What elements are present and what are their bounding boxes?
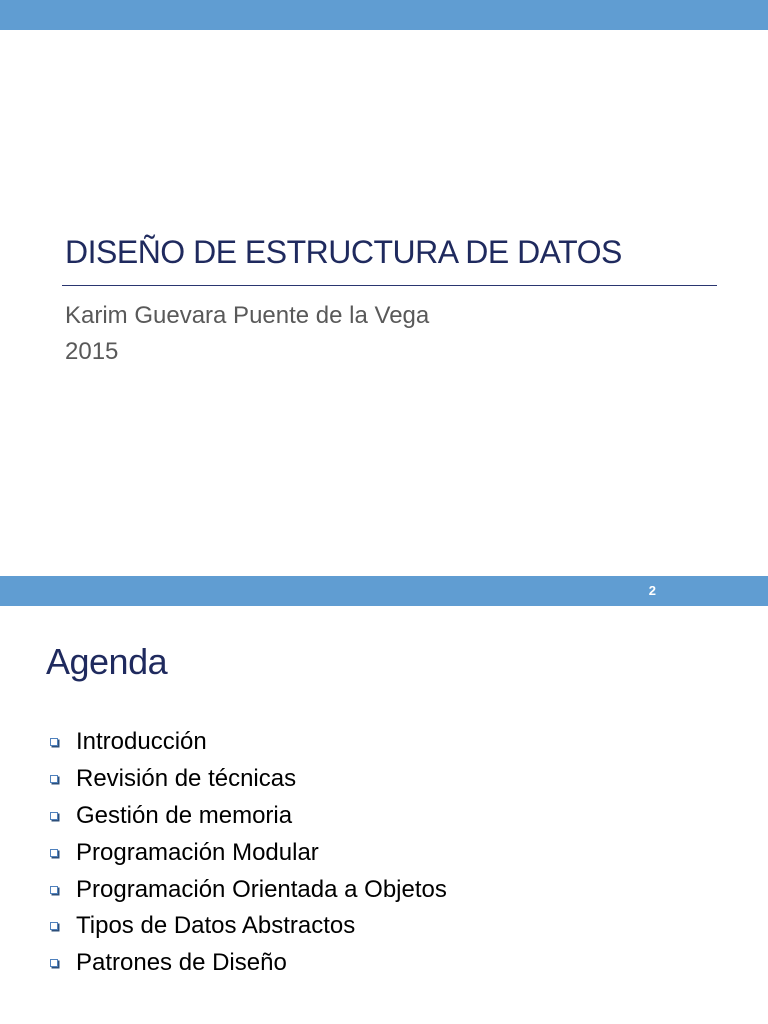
author-name: Karim Guevara Puente de la Vega (65, 302, 430, 329)
list-item (48, 724, 447, 761)
hollow-square-bullet-icon (50, 812, 58, 820)
hollow-square-bullet-icon (50, 922, 58, 930)
hollow-square-bullet-icon (50, 738, 58, 746)
list-item (48, 834, 447, 871)
hollow-square-bullet-icon (50, 775, 58, 783)
list-item (48, 945, 447, 982)
hollow-square-bullet-icon (50, 959, 58, 967)
agenda-item-label: Gestión de memoria (76, 801, 293, 829)
slide-number: 2 (648, 583, 656, 598)
list-item (48, 761, 447, 798)
list-item (48, 908, 447, 945)
list-item (48, 871, 447, 908)
subtitle-block (65, 298, 429, 370)
agenda-item-label: Patrones de Diseño (76, 949, 287, 977)
title-divider (62, 285, 717, 286)
agenda-item-label: Programación Orientada a Objetos (76, 875, 447, 903)
agenda-title: Agenda (46, 641, 168, 682)
agenda-item-label: Introducción (76, 728, 207, 756)
hollow-square-bullet-icon (50, 886, 58, 894)
agenda-item-label: Tipos de Datos Abstractos (76, 912, 356, 940)
presentation-year: 2015 (65, 338, 119, 365)
agenda-item-label: Revisión de técnicas (76, 765, 297, 793)
agenda-item-label: Programación Modular (76, 838, 319, 866)
slide-title: DISEÑO DE ESTRUCTURA DE DATOS (65, 234, 622, 270)
agenda-slide (0, 576, 768, 1024)
top-accent-band (0, 0, 768, 30)
list-item (48, 798, 447, 835)
agenda-list (48, 724, 447, 982)
hollow-square-bullet-icon (50, 849, 58, 857)
top-accent-band (0, 576, 768, 606)
